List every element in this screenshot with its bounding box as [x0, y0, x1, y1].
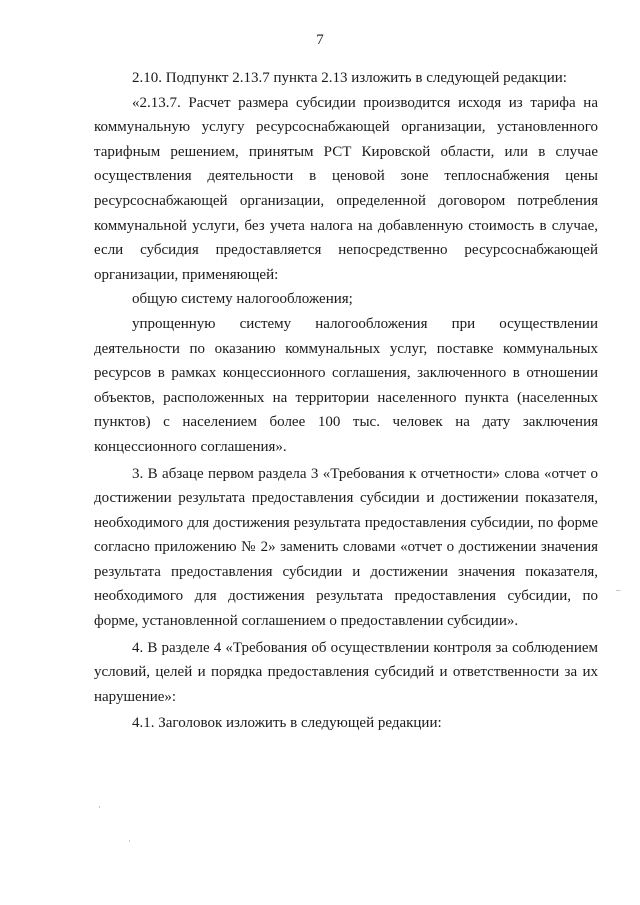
- paragraph-item-4-1: 4.1. Заголовок изложить в следующей редакции:: [132, 715, 442, 732]
- scan-mark: –: [616, 585, 621, 595]
- scan-mark: ·: [128, 836, 131, 846]
- paragraph-item-4: 4. В разделе 4 «Требования об осуществлении контроля за соблюдением условий, целей и порядка предоставления субсидий и ответственности за их нарушение»:: [94, 639, 598, 705]
- document-body: [94, 66, 598, 736]
- scan-mark: ·: [98, 802, 101, 812]
- paragraph-simplified-tax-system: упрощенную систему налогообложения при осуществлении деятельности по оказанию коммунальных услуг, поставке коммунальных ресурсов в рамках концессионного соглашения, заключенного в отношении объектов, расположенных на территории населенного пункта (населенных пунктов) с населением более 100 тыс. человек на дату заключения концессионного соглашения».: [94, 315, 598, 455]
- paragraph-2-13-7-text: «2.13.7. Расчет размера субсидии производится исходя из тарифа на коммунальную услугу ресурсоснабжающей организации, установленного тарифным решением, принятым РСТ Кировской области, или в случае осуществления деятельности в ценовой зоне теплоснабжения цены ресурсоснабжающей организации, определенной договором потребления коммунальной услуги, без учета налога на добавленную стоимость в случае, если субсидия предоставляется непосредственно ресурсоснабжающей организации, применяющей:: [94, 94, 598, 283]
- paragraph-item-3: 3. В абзаце первом раздела 3 «Требования к отчетности» слова «отчет о достижении результата предоставления субсидии и достижении показателя, необходимого для достижения результата предоставления субсидии, по форме согласно приложению № 2» заменить словами «отчет о достижении значения результата предоставления субсидии и достижении значения показателя, необходимого для достижения результата предоставления субсидии, по форме, установленной соглашением о предоставлении субсидии».: [94, 465, 598, 630]
- paragraph-general-tax-system: общую систему налогообложения;: [132, 291, 353, 308]
- paragraph-2-10: 2.10. Подпункт 2.13.7 пункта 2.13 изложить в следующей редакции:: [132, 70, 567, 86]
- page-number: 7: [316, 32, 324, 48]
